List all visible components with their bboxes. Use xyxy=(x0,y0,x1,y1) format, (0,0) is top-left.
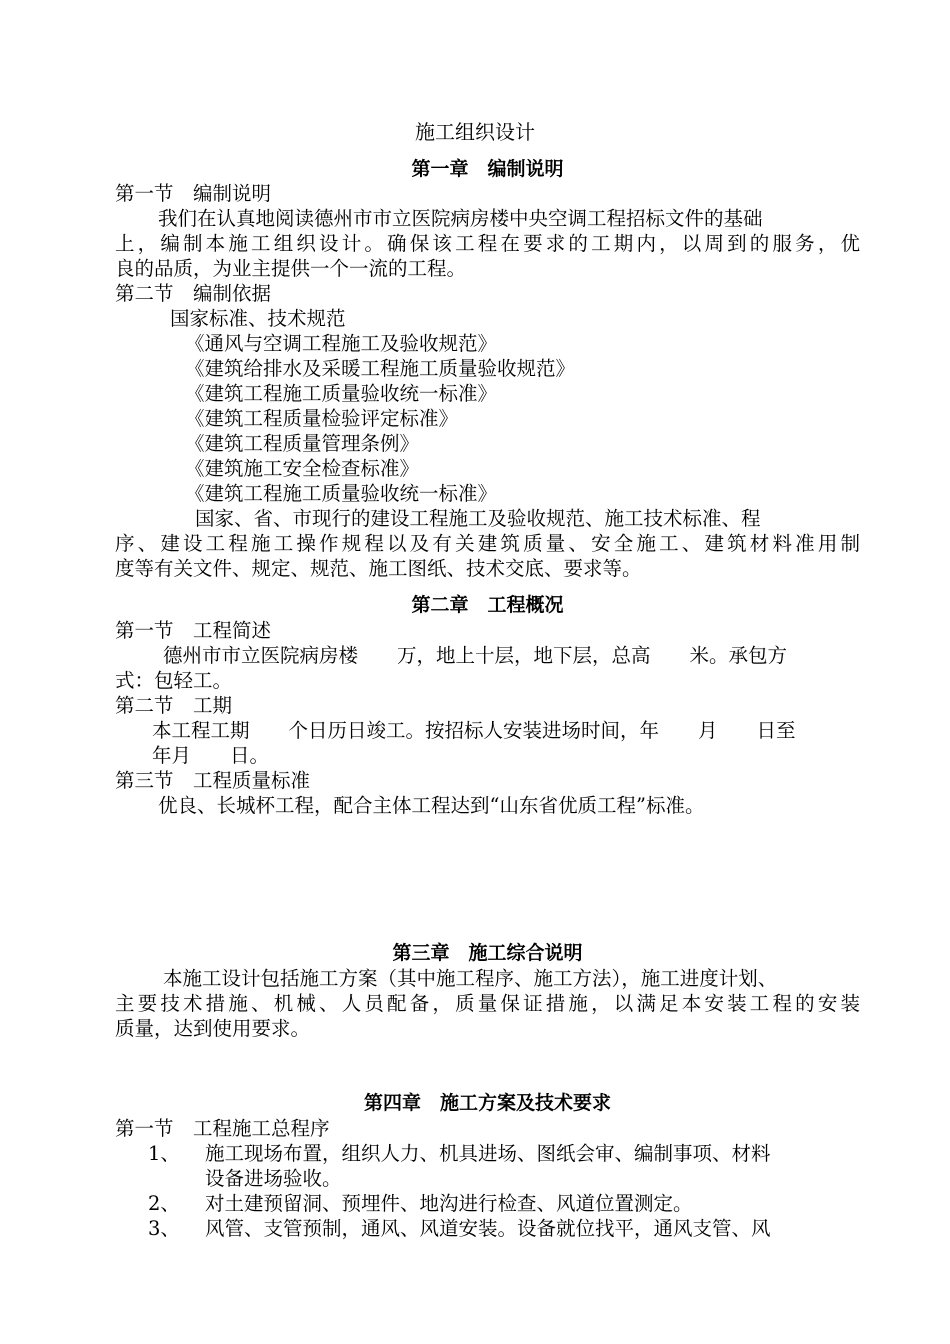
chapter-1-heading: 第一章 编制说明 xyxy=(411,158,564,180)
paragraph-line: 式：包轻工。 xyxy=(115,669,233,692)
paragraph-line: 国家、省、市现行的建设工程施工及验收规范、施工技术标准、程 xyxy=(195,507,761,530)
document-title: 施工组织设计 xyxy=(415,120,535,144)
section-heading: 第一节 工程简述 xyxy=(115,619,272,642)
paragraph-line: 优良、长城杯工程，配合主体工程达到“山东省优质工程”标准。 xyxy=(158,794,705,817)
chapter-3-heading: 第三章 施工综合说明 xyxy=(392,942,583,964)
list-item-number: 3、 xyxy=(148,1217,180,1240)
paragraph-line: 德州市市立医院病房楼 万，地上十层，地下层，总高 米。承包方 xyxy=(163,644,788,667)
paragraph-line: 我们在认真地阅读德州市市立医院病房楼中央空调工程招标文件的基础 xyxy=(158,207,763,230)
paragraph-line: 上，编制本施工组织设计。确保该工程在要求的工期内，以周到的服务，优 xyxy=(115,232,860,255)
list-item-text: 风管、支管预制，通风、风道安装。设备就位找平，通风支管、风 xyxy=(205,1217,771,1240)
standard-item: 《建筑工程质量检验评定标准》 xyxy=(185,407,459,430)
standard-item: 《建筑工程施工质量验收统一标准》 xyxy=(185,382,498,405)
subheading: 国家标准、技术规范 xyxy=(170,307,346,330)
paragraph-line: 年月 日。 xyxy=(152,744,270,767)
paragraph-line: 主要技术措施、机械、人员配备，质量保证措施，以满足本安装工程的安装 xyxy=(115,992,860,1015)
section-heading: 第二节 编制依据 xyxy=(115,282,272,305)
standard-item: 《建筑工程施工质量验收统一标准》 xyxy=(185,482,498,505)
chapter-2-heading: 第二章 工程概况 xyxy=(411,594,564,616)
paragraph-line: 度等有关文件、规定、规范、施工图纸、技术交底、要求等。 xyxy=(115,557,642,580)
standard-item: 《通风与空调工程施工及验收规范》 xyxy=(185,332,498,355)
paragraph-line: 序、建设工程施工操作规程以及有关建筑质量、安全施工、建筑材料准用制 xyxy=(115,532,860,555)
standard-item: 《建筑给排水及采暖工程施工质量验收规范》 xyxy=(185,357,576,380)
list-item-text: 施工现场布置，组织人力、机具进场、图纸会审、编制事项、材料 xyxy=(205,1142,771,1165)
list-item-number: 2、 xyxy=(148,1192,180,1215)
standard-item: 《建筑施工安全检查标准》 xyxy=(185,457,420,480)
paragraph-line: 良的品质，为业主提供一个一流的工程。 xyxy=(115,257,467,280)
list-item-text: 对土建预留洞、预埋件、地沟进行检查、风道位置测定。 xyxy=(205,1192,693,1215)
section-heading: 第一节 编制说明 xyxy=(115,182,272,205)
paragraph-line: 本施工设计包括施工方案（其中施工程序、施工方法），施工进度计划、 xyxy=(163,967,778,990)
paragraph-line: 质量，达到使用要求。 xyxy=(115,1017,311,1040)
section-heading: 第一节 工程施工总程序 xyxy=(115,1117,330,1140)
list-item-text: 设备进场验收。 xyxy=(205,1167,342,1190)
list-item-number: 1、 xyxy=(148,1142,180,1165)
section-heading: 第三节 工程质量标准 xyxy=(115,769,311,792)
chapter-4-heading: 第四章 施工方案及技术要求 xyxy=(363,1092,611,1114)
standard-item: 《建筑工程质量管理条例》 xyxy=(185,432,420,455)
paragraph-line: 本工程工期 个日历日竣工。按招标人安装进场时间，年 月 日至 xyxy=(152,719,796,742)
section-heading: 第二节 工期 xyxy=(115,694,233,717)
